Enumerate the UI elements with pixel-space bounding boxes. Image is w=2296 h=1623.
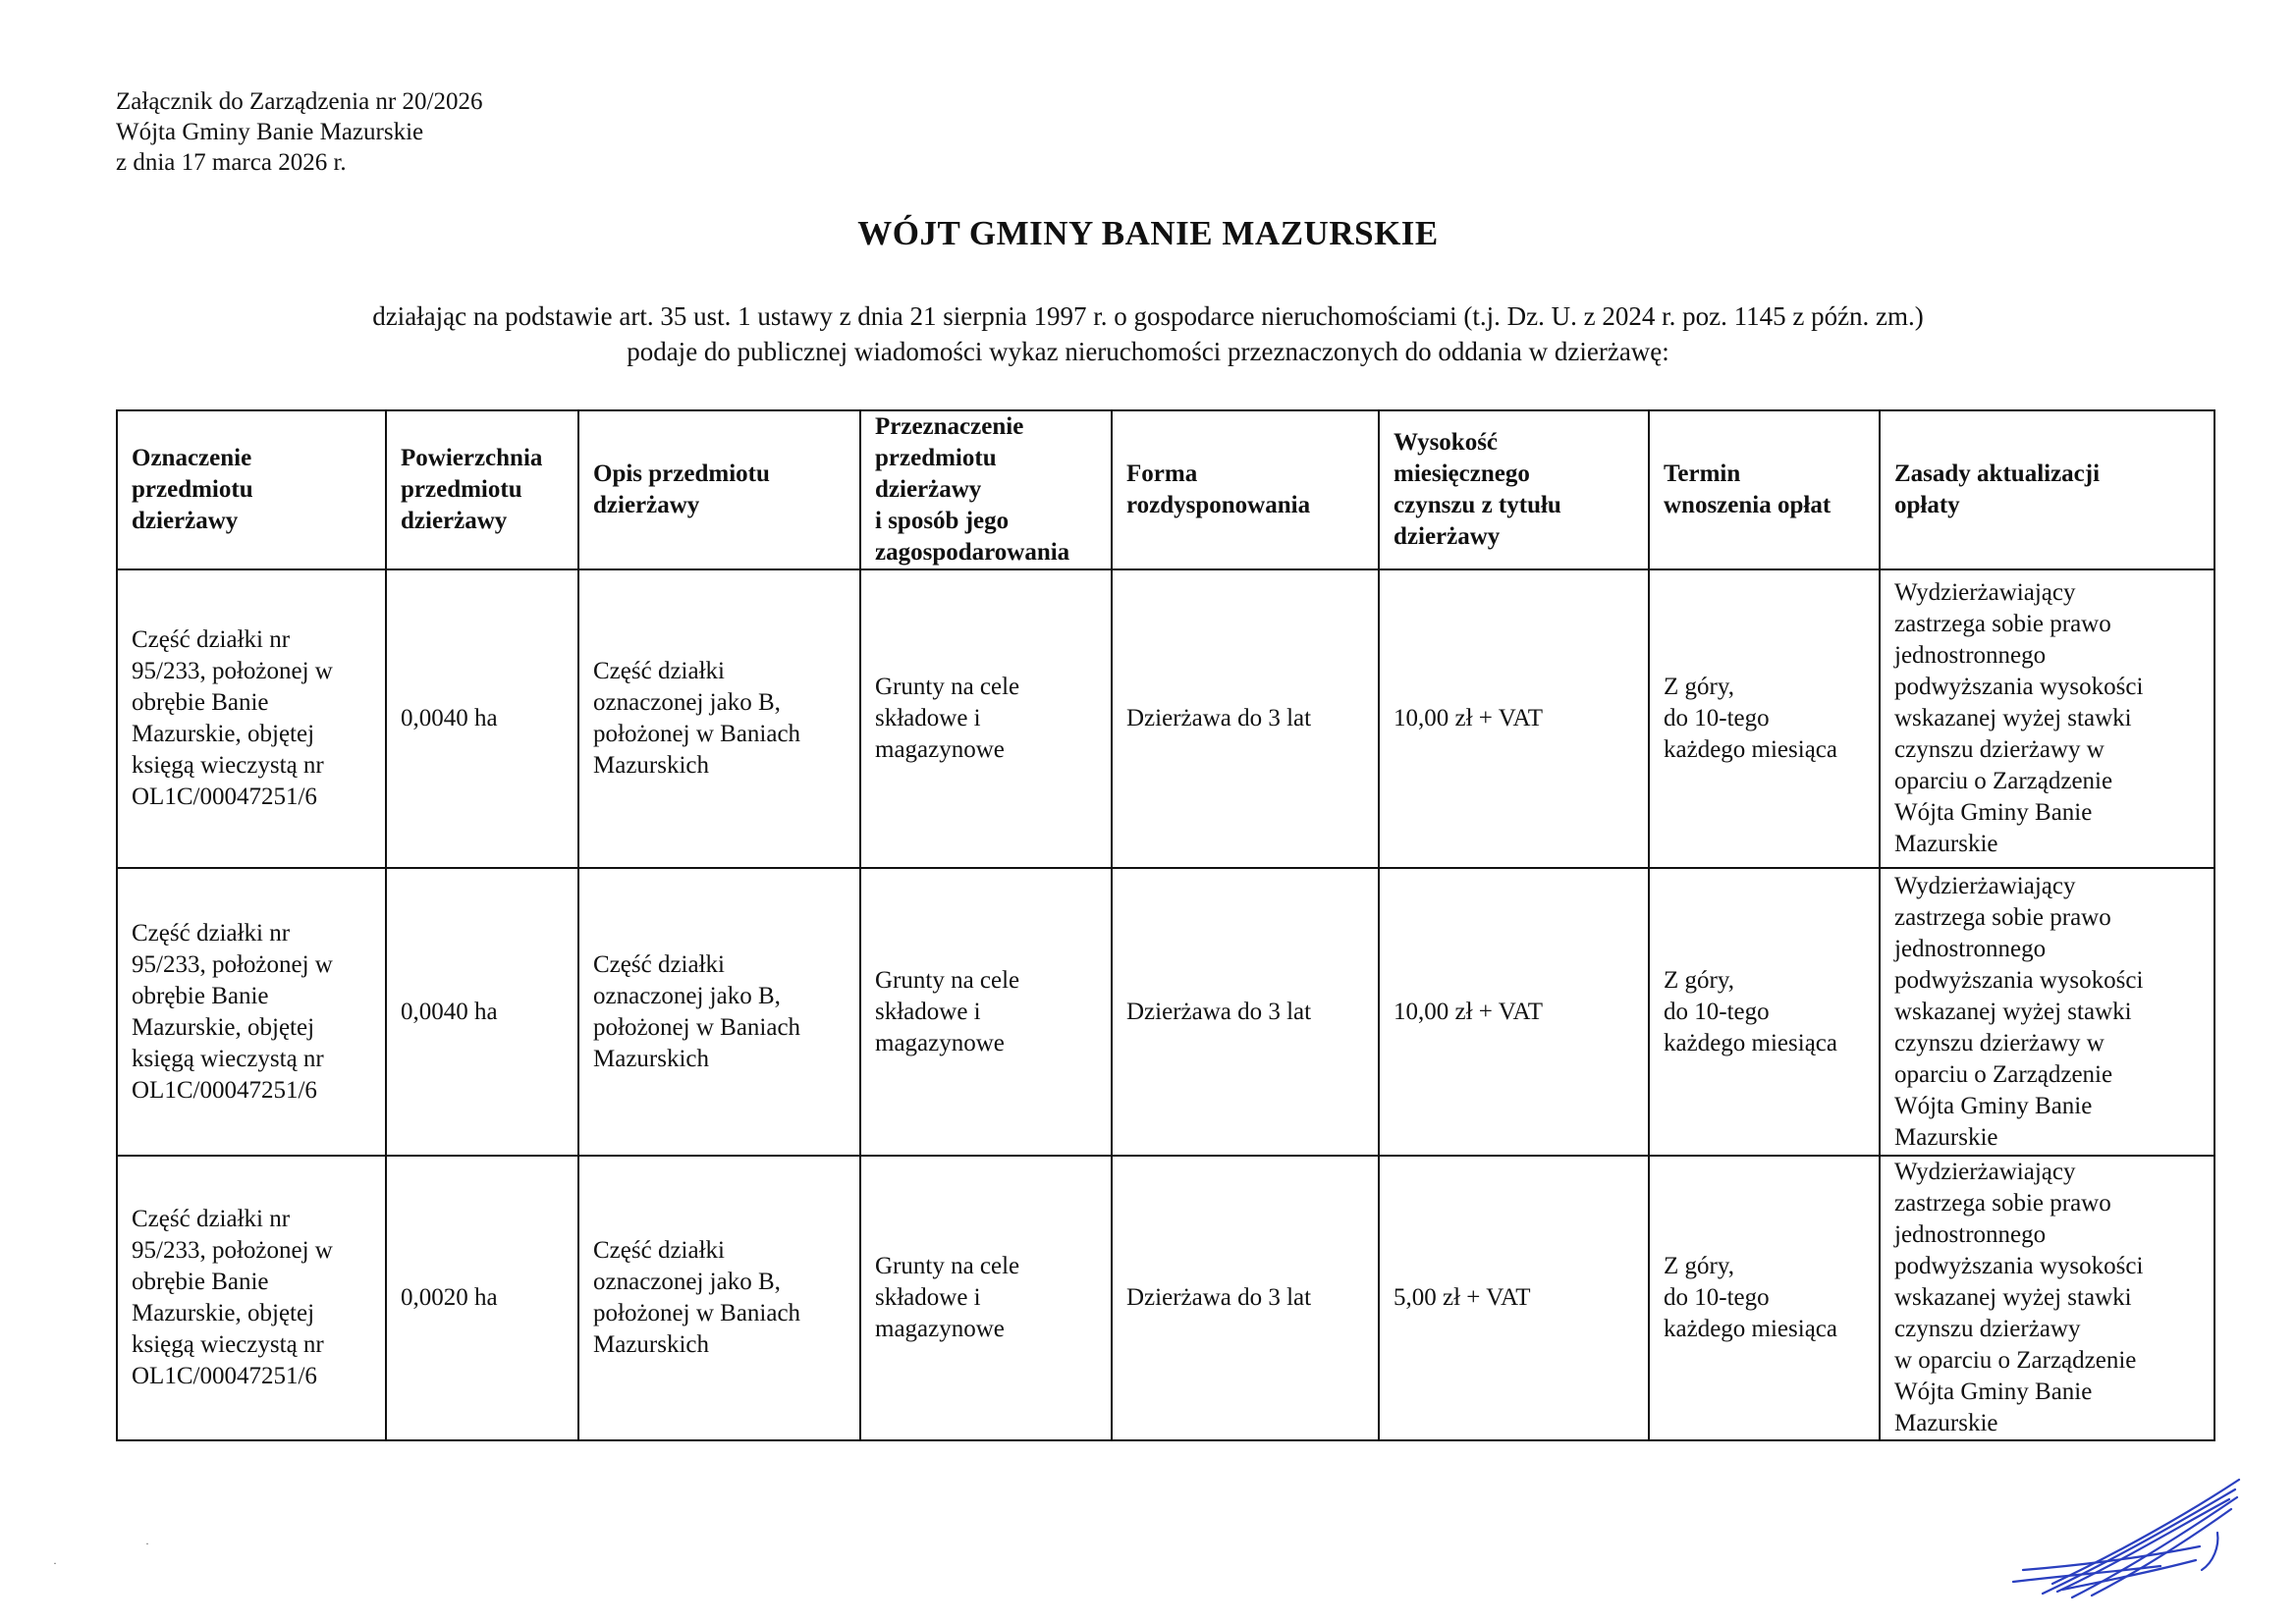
attachment-line-ordinance: Załącznik do Zarządzenia nr 20/2026 xyxy=(116,88,483,115)
intro-text xyxy=(0,298,2296,369)
attachment-note xyxy=(116,86,482,178)
lease-table xyxy=(116,409,2215,1441)
header-designation: Oznaczenie przedmiotu dzierżawy xyxy=(117,410,386,569)
cell-designation: Część działki nr 95/233, położonej w obrębie Banie Mazurskie, objętej księgą wieczystą nr OL1C/00047251/6 xyxy=(117,1156,386,1440)
cell-area: 0,0020 ha xyxy=(386,1156,578,1440)
cell-rent: 10,00 zł + VAT xyxy=(1379,569,1649,868)
cell-area: 0,0040 ha xyxy=(386,868,578,1156)
cell-designation: Część działki nr 95/233, położonej w obrębie Banie Mazurskie, objętej księgą wieczystą nr OL1C/00047251/6 xyxy=(117,868,386,1156)
header-rent: Wysokość miesięcznego czynszu z tytułu dzierżawy xyxy=(1379,410,1649,569)
table-header-row xyxy=(117,410,2214,569)
cell-purpose: Grunty na cele składowe i magazynowe xyxy=(860,868,1112,1156)
table-row xyxy=(117,1156,2214,1440)
cell-purpose: Grunty na cele składowe i magazynowe xyxy=(860,569,1112,868)
intro-announcement: podaje do publicznej wiadomości wykaz nieruchomości przeznaczonych do oddania w dzierżawę: xyxy=(627,337,1669,366)
header-description: Opis przedmiotu dzierżawy xyxy=(578,410,860,569)
cell-description: Część działki oznaczonej jako B, położonej w Baniach Mazurskich xyxy=(578,569,860,868)
header-area: Powierzchnia przedmiotu dzierżawy xyxy=(386,410,578,569)
attachment-line-issuer: Wójta Gminy Banie Mazurskie xyxy=(116,119,424,145)
cell-purpose: Grunty na cele składowe i magazynowe xyxy=(860,1156,1112,1440)
cell-description: Część działki oznaczonej jako B, położonej w Baniach Mazurskich xyxy=(578,1156,860,1440)
table-row xyxy=(117,868,2214,1156)
cell-rent: 5,00 zł + VAT xyxy=(1379,1156,1649,1440)
cell-form: Dzierżawa do 3 lat xyxy=(1112,569,1379,868)
cell-term: Z góry, do 10-tego każdego miesiąca xyxy=(1649,569,1880,868)
cell-rent: 10,00 zł + VAT xyxy=(1379,868,1649,1156)
signature-icon xyxy=(2003,1468,2259,1605)
cell-designation: Część działki nr 95/233, położonej w obrębie Banie Mazurskie, objętej księgą wieczystą nr OL1C/00047251/6 xyxy=(117,569,386,868)
header-purpose: Przeznaczenie przedmiotu dzierżawy i sposób jego zagospodarowania xyxy=(860,410,1112,569)
cell-description: Część działki oznaczonej jako B, położonej w Baniach Mazurskich xyxy=(578,868,860,1156)
scan-mark: · xyxy=(145,1537,149,1550)
cell-term: Z góry, do 10-tego każdego miesiąca xyxy=(1649,1156,1880,1440)
cell-rules: Wydzierżawiający zastrzega sobie prawo jednostronnego podwyższania wysokości wskazanej wyżej stawki czynszu dzierżawy w oparciu o Zarządzenie Wójta Gminy Banie Mazurskie xyxy=(1880,868,2214,1156)
attachment-line-date: z dnia 17 marca 2026 r. xyxy=(116,149,347,176)
cell-term: Z góry, do 10-tego każdego miesiąca xyxy=(1649,868,1880,1156)
cell-area: 0,0040 ha xyxy=(386,569,578,868)
cell-rules: Wydzierżawiający zastrzega sobie prawo jednostronnego podwyższania wysokości wskazanej wyżej stawki czynszu dzierżawy w oparciu o Zarządzenie Wójta Gminy Banie Mazurskie xyxy=(1880,1156,2214,1440)
intro-legal-basis: działając na podstawie art. 35 ust. 1 ustawy z dnia 21 sierpnia 1997 r. o gospodarce nieruchomościami (t.j. Dz. U. z 2024 r. poz. 1145 z późn. zm.) xyxy=(372,301,1924,331)
table-row xyxy=(117,569,2214,868)
scan-mark: · xyxy=(53,1556,57,1570)
header-term: Termin wnoszenia opłat xyxy=(1649,410,1880,569)
header-form: Forma rozdysponowania xyxy=(1112,410,1379,569)
cell-form: Dzierżawa do 3 lat xyxy=(1112,1156,1379,1440)
header-rules: Zasady aktualizacji opłaty xyxy=(1880,410,2214,569)
cell-form: Dzierżawa do 3 lat xyxy=(1112,868,1379,1156)
document-heading: WÓJT GMINY BANIE MAZURSKIE xyxy=(857,214,1439,252)
cell-rules: Wydzierżawiający zastrzega sobie prawo jednostronnego podwyższania wysokości wskazanej wyżej stawki czynszu dzierżawy w oparciu o Zarządzenie Wójta Gminy Banie Mazurskie xyxy=(1880,569,2214,868)
